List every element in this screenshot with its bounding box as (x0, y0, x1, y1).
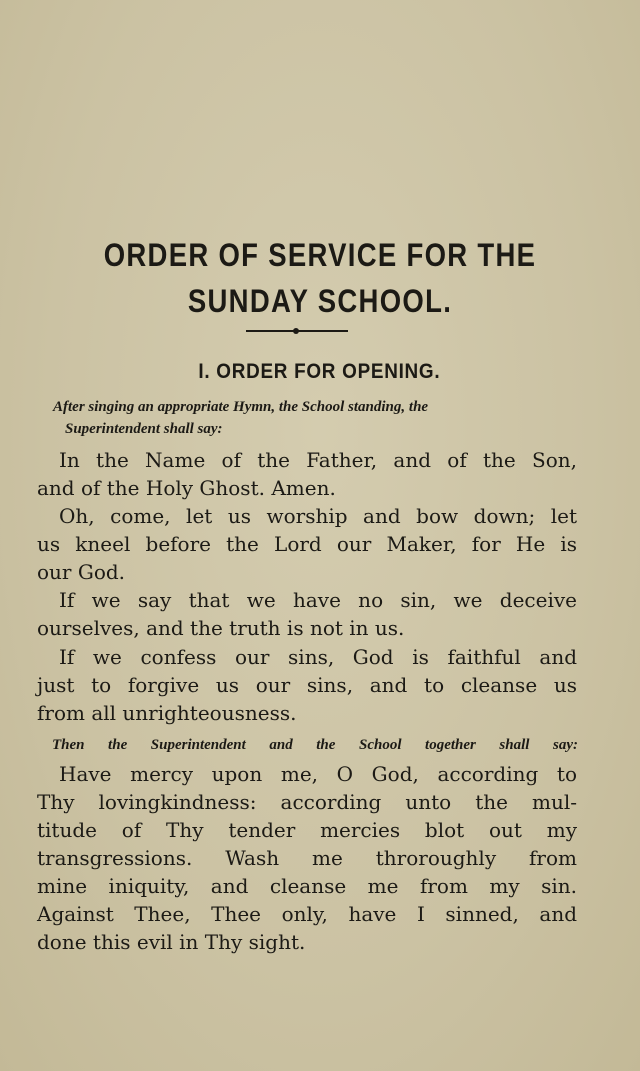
paragraph-line: and of the Holy Ghost. Amen. (37, 476, 336, 500)
section-heading: I. ORDER FOR OPENING. (198, 360, 441, 383)
paragraph-line: our God. (37, 560, 126, 584)
paragraph-5 (37, 760, 577, 956)
paragraph-line: Oh, come, let us worship and bow down; let (59, 504, 577, 528)
paragraph-line: just to forgive us our sins, and to cleanse us (37, 673, 577, 697)
paragraph-4 (37, 643, 577, 727)
paragraph-line: In the Name of the Father, and of the Son, (59, 448, 577, 472)
paragraph-2 (37, 502, 577, 586)
paragraph-line: transgressions. Wash me throroughly from (37, 846, 577, 870)
paragraph-line: ourselves, and the truth is not in us. (37, 616, 405, 640)
paragraph-line: If we say that we have no sin, we deceive (59, 588, 577, 612)
paragraph-1 (37, 446, 577, 502)
paragraph-line: titude of Thy tender mercies blot out my (37, 818, 577, 842)
title-line-2: SUNDAY SCHOOL. (187, 283, 453, 319)
rubric-1 (53, 396, 576, 440)
rubric-1-line-1: After singing an appropriate Hymn, the School standing, the (53, 399, 429, 415)
paragraph-line: mine iniquity, and cleanse me from my sin. (37, 874, 577, 898)
title-line-1: ORDER OF SERVICE FOR THE (103, 237, 537, 273)
paragraph-line: from all unrighteousness. (37, 701, 297, 725)
paragraph-3 (37, 586, 577, 642)
paragraph-line: done this evil in Thy sight. (37, 930, 306, 954)
paragraph-line: Have mercy upon me, O God, according to (59, 762, 577, 786)
paragraph-line: Thy lovingkindness: according unto the mul- (37, 790, 577, 814)
paragraph-line: us kneel before the Lord our Maker, for He is (37, 532, 577, 556)
paragraph-line: If we confess our sins, God is faithful and (59, 645, 577, 669)
ornamental-rule-dot (293, 328, 299, 334)
paragraph-line: Against Thee, Thee only, have I sinned, and (37, 902, 577, 926)
page-title (45, 232, 595, 324)
rubric-1-line-2: Superintendent shall say: (65, 421, 223, 437)
rubric-2: Then the Superintendent and the School together shall say: (52, 737, 578, 753)
